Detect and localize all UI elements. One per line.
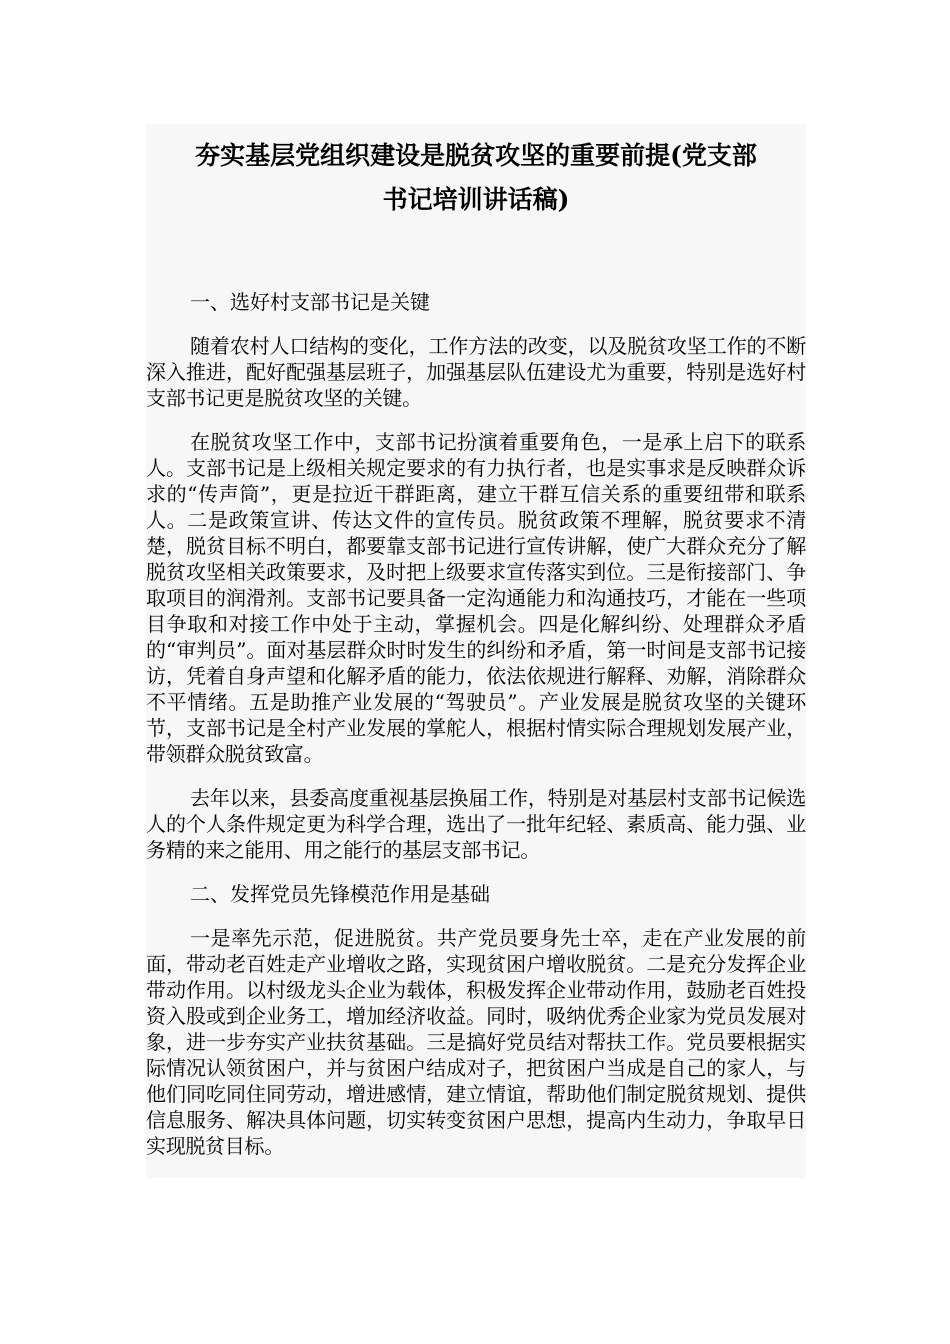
paragraph-3: 去年以来，县委高度重视基层换届工作，特别是对基层村支部书记候选人的个人条件规定更为科学合理，选出了一批年纪轻、素质高、能力强、业务精的来之能用、用之能行的基层支部书记。	[146, 786, 806, 862]
title-line-1: 夯实基层党组织建设是脱贫攻坚的重要前提(党支部	[195, 141, 757, 170]
section-heading-1: 一、选好村支部书记是关键	[190, 290, 430, 314]
document-body	[146, 289, 806, 1177]
paragraph-2: 在脱贫攻坚工作中，支部书记扮演着重要角色，一是承上启下的联系人。支部书记是上级相关规定要求的有力执行者，也是实事求是反映群众诉求的“传声筒”，更是拉近干群距离，建立干群互信关系的重要纽带和联系人。二是政策宣讲、传达文件的宣传员。脱贫政策不理解，脱贫要求不清楚，脱贫目标不明白，都要靠支部书记进行宣传讲解，使广大群众充分了解脱贫攻坚相关政策要求，及时把上级要求宣传落实到位。三是衔接部门、争取项目的润滑剂。支部书记要具备一定沟通能力和沟通技巧，才能在一些项目争取和对接工作中处于主动，掌握机会。四是化解纠纷、处理群众矛盾的“审判员”。面对基层群众时时发生的纠纷和矛盾，第一时间是支部书记接访，凭着自身声望和化解矛盾的能力，依法依规进行解释、劝解，消除群众不平情绪。五是助推产业发展的“驾驶员”。产业发展是脱贫攻坚的关键环节，支部书记是全村产业发展的掌舵人，根据村情实际合理规划发展产业，带领群众脱贫致富。	[146, 430, 806, 766]
title-line-2: 书记培训讲话稿)	[382, 185, 570, 214]
section-heading-2: 二、发挥党员先锋模范作用是基础	[190, 882, 490, 906]
paragraph-1: 随着农村人口结构的变化，工作方法的改变，以及脱贫攻坚工作的不断深入推进，配好配强基层班子，加强基层队伍建设尤为重要，特别是选好村支部书记更是脱贫攻坚的关键。	[146, 334, 806, 410]
paragraph-4: 一是率先示范，促进脱贫。共产党员要身先士卒，走在产业发展的前面，带动老百姓走产业增收之路，实现贫困户增收脱贫。二是充分发挥企业带动作用。以村级龙头企业为载体，积极发挥企业带动作用，鼓励老百姓投资入股或到企业务工，增加经济收益。同时，吸纳优秀企业家为党员发展对象，进一步夯实产业扶贫基础。三是搞好党员结对帮扶工作。党员要根据实际情况认领贫困户，并与贫困户结成对子，把贫困户当成是自己的家人，与他们同吃同住同劳动，增进感情，建立情谊，帮助他们制定脱贫规划、提供信息服务、解决具体问题，切实转变贫困户思想，提高内生动力，争取早日实现脱贫目标。	[146, 926, 806, 1158]
document-page	[146, 124, 806, 1178]
document-title	[146, 124, 806, 222]
